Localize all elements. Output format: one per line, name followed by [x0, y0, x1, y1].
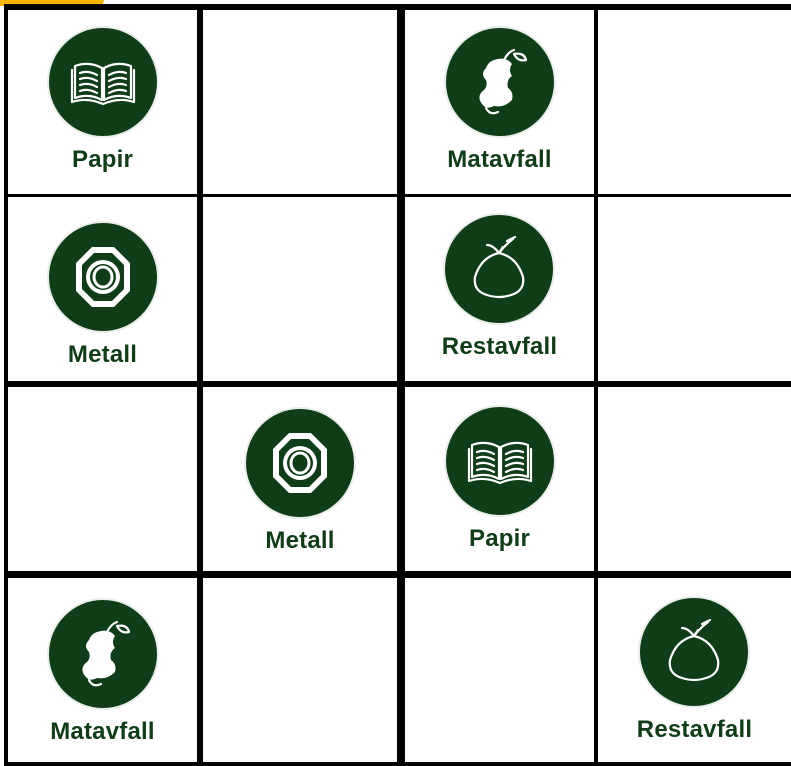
waste-card[interactable] — [442, 215, 557, 359]
empty-cell[interactable] — [405, 578, 594, 762]
waste-label: Restavfall — [441, 333, 558, 360]
trash-bag-icon — [640, 598, 748, 706]
empty-cell[interactable] — [203, 10, 397, 194]
trash-bag-icon — [445, 215, 553, 323]
waste-card[interactable] — [246, 409, 354, 553]
board-cell[interactable] — [405, 197, 594, 381]
waste-card[interactable] — [49, 223, 157, 367]
waste-card[interactable] — [446, 407, 554, 551]
empty-cell[interactable] — [203, 578, 397, 762]
waste-label: Papir — [468, 525, 531, 552]
waste-card[interactable] — [446, 28, 554, 172]
waste-label: Metall — [67, 341, 138, 368]
board-cell[interactable] — [598, 578, 791, 762]
apple-core-icon — [49, 600, 157, 708]
board-cell[interactable] — [8, 10, 197, 194]
board-cell[interactable] — [405, 10, 594, 194]
empty-cell[interactable] — [598, 387, 791, 571]
waste-card[interactable] — [637, 598, 752, 742]
waste-label: Matavfall — [50, 718, 155, 745]
book-icon — [446, 407, 554, 515]
waste-card[interactable] — [49, 28, 157, 172]
empty-cell[interactable] — [203, 197, 397, 381]
waste-card[interactable] — [49, 600, 157, 744]
waste-label: Papir — [71, 146, 134, 173]
book-icon — [49, 28, 157, 136]
empty-cell[interactable] — [8, 387, 197, 571]
metal-nut-icon — [49, 223, 157, 331]
waste-label: Metall — [265, 527, 335, 554]
game-board — [4, 4, 791, 766]
waste-label: Restavfall — [636, 716, 753, 743]
waste-label: Matavfall — [447, 146, 552, 173]
apple-core-icon — [446, 28, 554, 136]
board-cell[interactable] — [405, 387, 594, 571]
empty-cell[interactable] — [598, 197, 791, 381]
board-cell[interactable] — [8, 197, 197, 381]
board-cell[interactable] — [8, 578, 197, 762]
board-cell[interactable] — [203, 387, 397, 571]
metal-nut-icon — [246, 409, 354, 517]
empty-cell[interactable] — [598, 10, 791, 194]
